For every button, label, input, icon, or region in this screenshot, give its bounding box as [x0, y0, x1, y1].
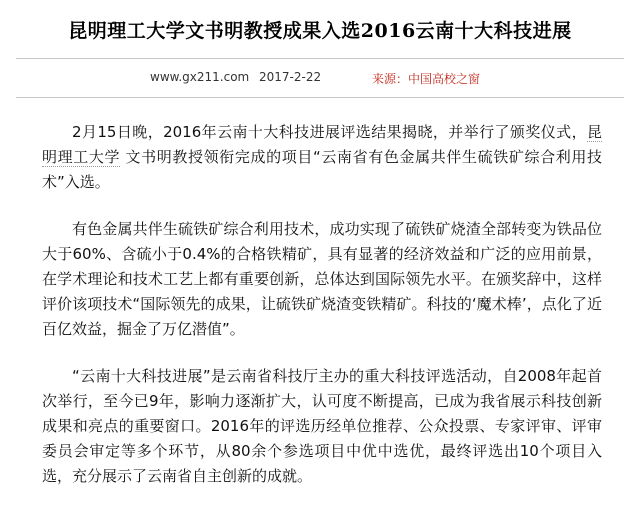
university-link[interactable]: 昆明理工大学: [42, 123, 602, 166]
source-label[interactable]: 来源：中国高校之窗: [372, 72, 481, 86]
paragraph-3: “云南十大科技进展”是云南省科技厅主办的重大科技评选活动，自2008年起首次举行，至今已9年，影响力逐渐扩大，认可度不断提高，已成为我省展示科技创新成果和亮点的重要窗口。2016年的评选历经单位推荐、公众投票、专家评审、评审委员会审定等多个环节，从80余个参选项目中优中选优，最终评选出10个项目入选，充分展示了云南省自主创新的成就。: [42, 367, 602, 485]
publish-date: 2017-2-22: [259, 70, 322, 84]
article-title: 昆明理工大学文书明教授成果入选2016云南十大科技进展: [68, 20, 572, 42]
meta-divider: [16, 97, 624, 98]
paragraph-1-start: 2月15日晚，2016年云南十大科技进展评选结果揭晓，并举行了颁奖仪式，: [72, 123, 587, 141]
source-site[interactable]: www.gx211.com: [150, 70, 250, 84]
title-divider: [16, 58, 624, 59]
paragraph-1-end: 文书明教授领衔完成的项目“云南省有色金属共伴生硫铁矿综合利用技术”入选。: [42, 148, 602, 191]
article-body: [42, 120, 602, 489]
paragraph-2: 有色金属共伴生硫铁矿综合利用技术，成功实现了硫铁矿烧渣全部转变为铁品位大于60%、含硫小于0.4%的合格铁精矿，具有显著的经济效益和广泛的应用前景，在学术理论和技术工艺上都有重要创新，总体达到国际领先水平。在颁奖辞中，这样评价该项技术“国际领先的成果，让硫铁矿烧渣变铁精矿。科技的‘魔术棒’，点化了近百亿效益，掘金了万亿潜值”。: [42, 220, 602, 338]
article-meta: [0, 70, 640, 88]
paragraph-1: [42, 120, 602, 195]
